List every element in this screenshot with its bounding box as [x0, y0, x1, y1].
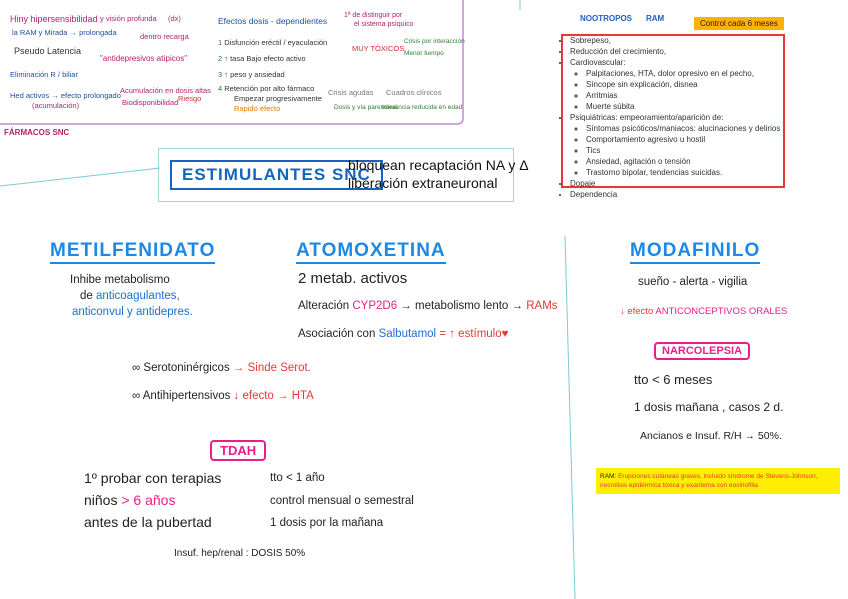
note-line: Efectos dosis - dependientes — [218, 16, 328, 26]
note-line: el sistema psíquico — [354, 21, 414, 28]
metil-line: anticonvul y antidepres. — [72, 306, 193, 318]
note-line: Crisis por interacción — [404, 38, 465, 45]
ram-item: • Sobrepeso, — [570, 35, 796, 46]
ram-subitem: ◦ Comportamiento agresivo u hostil — [586, 134, 796, 145]
note-line: 3 ↑ peso y ansiedad — [218, 70, 285, 79]
note-line: MUY TÓXICOS — [352, 44, 405, 53]
ram-item: • Reducción del crecimiento, — [570, 46, 796, 57]
ram-subitem: ◦ Palpitaciones, HTA, dolor opresivo en el pecho, — [586, 68, 796, 79]
note-line: 1 Disfunción eréctil / eyaculación — [218, 38, 328, 47]
note-line: Empezar progresivamente — [234, 94, 322, 103]
title-note — [348, 156, 529, 192]
tdah-line: tto < 1 año — [270, 472, 325, 484]
interaction-line: ∞ Serotoninérgicos → Sinde Serot. — [132, 362, 311, 374]
notes-footer: FÁRMACOS SNC — [4, 128, 70, 137]
ram-subitem: ◦ Síncope sin explicación, disnea — [586, 79, 796, 90]
ram-subitem: ◦ Trastorno bipolar, tendencias suicidas. — [586, 167, 796, 178]
narcolepsia-badge: NARCOLEPSIA — [654, 342, 750, 360]
ram-highlight: RAM: Erupciones cutáneas graves, incluido síndrome de Stevens-Johnson, necrolisis epidérmica tóxica y exantema con eosinofilia — [596, 468, 840, 494]
tdah-line: control mensual o semestral — [270, 495, 414, 507]
note-line: "antidepresivos atípicos" — [100, 54, 188, 63]
note-line: 1ª de distinguir por — [344, 12, 403, 19]
tdah-line: 1º probar con terapias — [84, 470, 222, 486]
note-line: la RAM y Mirada → prolongada — [12, 28, 117, 37]
control-badge: Control cada 6 meses — [694, 17, 784, 30]
note-line: (acumulación) — [32, 101, 80, 110]
ram-subitem: ◦ Ansiedad, agitación o tensión — [586, 156, 796, 167]
ram-heading: RAM — [646, 14, 665, 23]
title-note-line: liberación extraneuronal — [348, 175, 498, 191]
tdah-line: niños > 6 años — [84, 492, 176, 508]
tdah-line: 1 dosis por la mañana — [270, 517, 384, 529]
atomoxetina-heading: ATOMOXETINA — [296, 240, 446, 264]
note-line: tolerancia reducida en edad — [382, 104, 463, 111]
modaf-line: ↓ efecto ANTICONCEPTIVOS ORALES — [620, 306, 788, 317]
note-line: Menor tiempo — [404, 50, 444, 57]
tdah-footer: Insuf. hep/renal : DOSIS 50% — [174, 548, 306, 559]
note-line: Hed activos → efecto prolongado — [10, 91, 121, 100]
atomox-line: 2 metab. activos — [298, 270, 408, 287]
note-line: Rapido efecto — [234, 104, 281, 113]
ram-item: • Dependencia — [570, 189, 796, 200]
note-line: Riesgo — [178, 94, 202, 103]
metil-line: Inhibe metabolismo — [70, 274, 170, 286]
ram-list — [556, 35, 796, 200]
note-line: dentro recarga — [140, 32, 189, 41]
note-line: Cuadros clínicos — [386, 88, 442, 97]
note-line: 4 Retención por alto fármaco — [218, 84, 315, 93]
title-note-line: bloquean recaptación NA y Δ — [348, 157, 529, 173]
atomox-line: Asociación con Salbutamol = ↑ estímulo♥ — [298, 328, 509, 340]
ram-item: • Cardiovascular: — [570, 57, 796, 68]
ram-subitem: ◦ Tics — [586, 145, 796, 156]
note-line: Acumulación en dosis altas — [120, 86, 211, 95]
note-line: Eliminación R / biliar — [10, 70, 78, 79]
nootropos-heading: NOOTROPOS — [580, 14, 633, 23]
note-line: Hiny hipersensibilidad — [10, 14, 98, 24]
metilfenidato-heading: METILFENIDATO — [50, 240, 215, 264]
atomox-line: Alteración CYP2D6 → metabolismo lento → RAMs — [298, 300, 558, 312]
modaf-line: tto < 6 meses — [634, 372, 713, 387]
page-title: ESTIMULANTES SNC — [170, 160, 383, 190]
tdah-badge: TDAH — [210, 440, 266, 461]
column-divider — [565, 236, 575, 599]
divider-line — [0, 168, 160, 186]
ram-item: • Dopaje — [570, 178, 796, 189]
note-line: Biodisponibilidad — [122, 98, 179, 107]
note-line: y visión profunda — [100, 14, 157, 23]
modafinilo-heading: MODAFINILO — [630, 240, 760, 264]
ram-item: • Psiquiátricas: empeoramiento/aparición de: — [570, 112, 796, 123]
note-line: (dx) — [168, 14, 181, 23]
note-line: Crisis agudas — [328, 88, 374, 97]
modaf-line: Ancianos e Insuf. R/H → 50%. — [640, 430, 782, 442]
ram-subitem: ◦ Arritmias — [586, 90, 796, 101]
metil-line: de anticoagulantes, — [80, 290, 180, 302]
note-line: Dosis y vía parenteral — [334, 104, 397, 111]
modaf-line: 1 dosis mañana , casos 2 d. — [634, 400, 784, 414]
ram-subitem: ◦ Muerte súbita — [586, 101, 796, 112]
tdah-line: antes de la pubertad — [84, 514, 212, 530]
note-line: 2 ↑ tasa Bajo efecto activo — [218, 54, 306, 63]
note-line: Pseudo Latencia — [14, 46, 82, 56]
ram-subitem: ◦ Síntomas psicóticos/maniacos: alucinaciones y delirios — [586, 123, 796, 134]
modaf-line: sueño - alerta - vigilia — [638, 276, 748, 288]
interaction-line: ∞ Antihipertensivos ↓ efecto → HTA — [132, 390, 314, 402]
